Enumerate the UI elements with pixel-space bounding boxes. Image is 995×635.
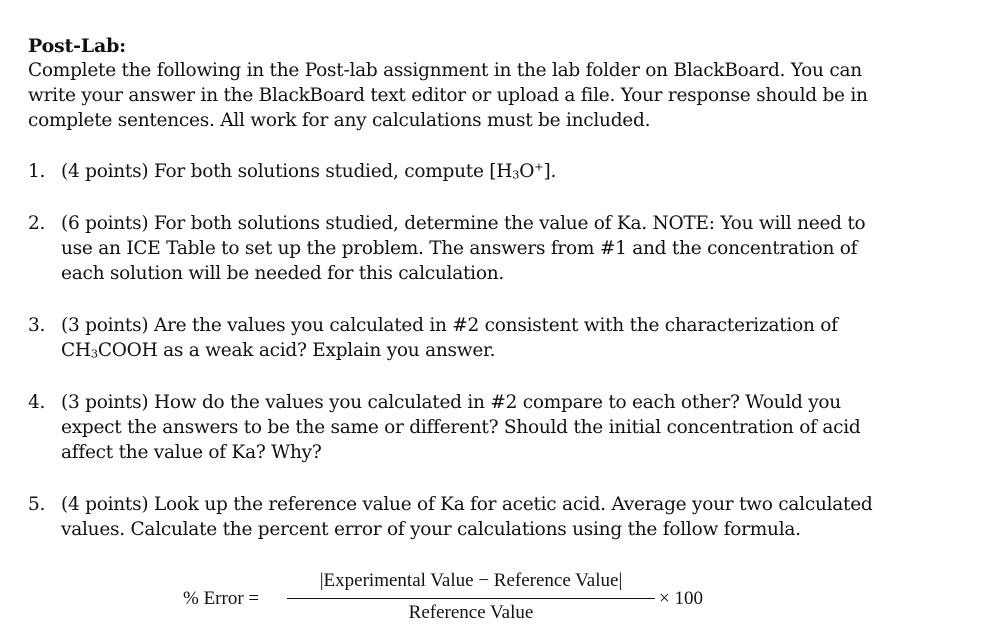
formula-denominator: Reference Value xyxy=(408,602,534,623)
question-4 xyxy=(28,390,901,465)
question-number: 4. xyxy=(28,392,46,413)
question-text: (6 points) For both solutions studied, determine the value of Ka. NOTE: You will need to use an ICE Table to set up the problem. The answers from #1 and the concentration of each solution will be needed for this calculation. xyxy=(61,213,866,284)
question-number: 2. xyxy=(28,213,46,234)
question-number: 3. xyxy=(28,315,46,336)
question-5 xyxy=(28,492,901,542)
question-number: 1. xyxy=(28,161,46,182)
post-lab-heading: Post-Lab: xyxy=(28,35,126,57)
question-text: (4 points) For both solutions studied, compute $[H_3O^+]$. xyxy=(61,159,557,182)
formula-rhs: × 100 xyxy=(659,588,703,609)
formula-fraction xyxy=(287,568,655,626)
question-1 xyxy=(28,159,901,184)
formula-numerator: |Experimental Value − Reference Value| xyxy=(319,570,623,591)
question-list xyxy=(28,159,978,542)
fraction-bar xyxy=(287,598,655,599)
formula-lhs: % Error = xyxy=(183,588,260,609)
question-text: (4 points) Look up the reference value of Ka for acetic acid. Average your two calculated values. Calculate the percent error of your calculations using the follow formula. xyxy=(61,494,873,540)
document-page xyxy=(28,34,978,542)
question-2 xyxy=(28,211,901,286)
question-text: (3 points) Are the values you calculated in #2 consistent with the characterization of $CH_3COOH$ as a weak acid? Explain you answer. xyxy=(61,315,838,361)
intro-paragraph: Complete the following in the Post-lab assignment in the lab folder on BlackBoard. You can write your answer in the BlackBoard text editor or upload a file. Your response should be in complete sentences. All work for any calculations must be included. xyxy=(28,60,868,131)
question-text: (3 points) How do the values you calculated in #2 compare to each other? Would you expect the answers to be the same or different? Should the initial concentration of acid affect the value of Ka? Why? xyxy=(61,392,861,463)
question-number: 5. xyxy=(28,494,46,515)
question-3 xyxy=(28,313,901,363)
